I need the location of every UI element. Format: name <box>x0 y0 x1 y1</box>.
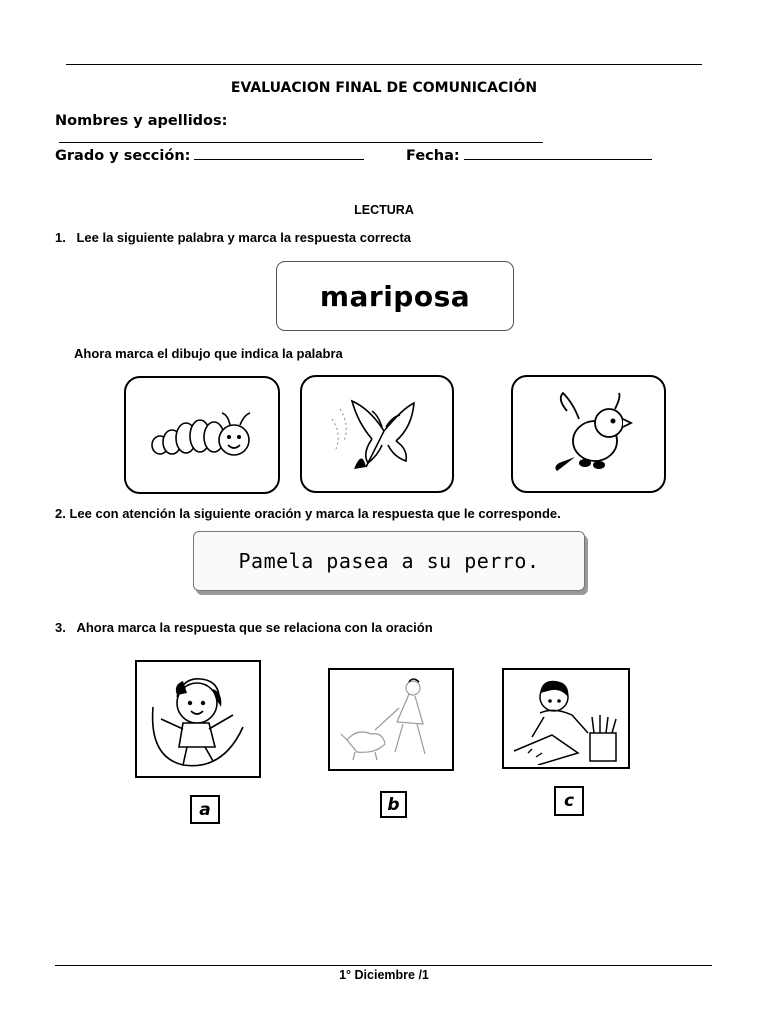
question-1 <box>55 230 411 245</box>
question-3-number: 3. <box>55 620 66 635</box>
word-box <box>276 261 514 331</box>
option-a-image[interactable] <box>135 660 261 778</box>
top-rule <box>66 64 702 65</box>
question-1-number: 1. <box>55 230 66 245</box>
option-c-image[interactable] <box>502 668 630 769</box>
name-input-line[interactable] <box>59 129 543 143</box>
date-label: Fecha: <box>406 148 460 164</box>
option-c-letter[interactable]: c <box>554 786 584 816</box>
option-butterfly[interactable] <box>300 375 454 493</box>
page-footer: 1° Diciembre /1 <box>339 968 429 982</box>
option-b-letter[interactable]: b <box>380 791 407 818</box>
caterpillar-drawing <box>142 395 262 475</box>
word-text: mariposa <box>319 279 471 313</box>
name-field <box>55 113 715 147</box>
section-title: LECTURA <box>354 203 414 217</box>
bird-drawing <box>539 389 639 479</box>
name-label: Nombres y apellidos: <box>55 113 228 129</box>
exam-title: EVALUACION FINAL DE COMUNICACIÓN <box>230 80 538 96</box>
sentence-text: Pamela pasea a su perro. <box>238 549 540 573</box>
question-2-text: 2. Lee con atención la siguiente oración y marca la respuesta que le corresponde. <box>55 506 561 521</box>
option-b-image[interactable] <box>328 668 454 771</box>
bottom-rule <box>55 965 712 966</box>
question-3-text: Ahora marca la respuesta que se relaciona con la oración <box>76 620 433 635</box>
grade-input-line[interactable] <box>194 146 364 160</box>
question-3 <box>55 620 433 635</box>
girl-jumping-rope-drawing <box>143 667 253 771</box>
date-input-line[interactable] <box>464 146 652 160</box>
date-field <box>406 146 666 164</box>
option-a-letter[interactable]: a <box>190 795 220 824</box>
girl-drawing-crayons-drawing <box>508 673 624 765</box>
sentence-box <box>193 531 585 591</box>
butterfly-drawing <box>322 389 432 479</box>
grade-label: Grado y sección: <box>55 148 191 164</box>
question-1-instruction: Ahora marca el dibujo que indica la palabra <box>74 346 343 361</box>
option-caterpillar[interactable] <box>124 376 280 494</box>
option-bird[interactable] <box>511 375 666 493</box>
girl-walking-dog-drawing <box>335 674 447 766</box>
question-1-text: Lee la siguiente palabra y marca la respuesta correcta <box>76 230 412 245</box>
grade-field <box>55 146 365 164</box>
